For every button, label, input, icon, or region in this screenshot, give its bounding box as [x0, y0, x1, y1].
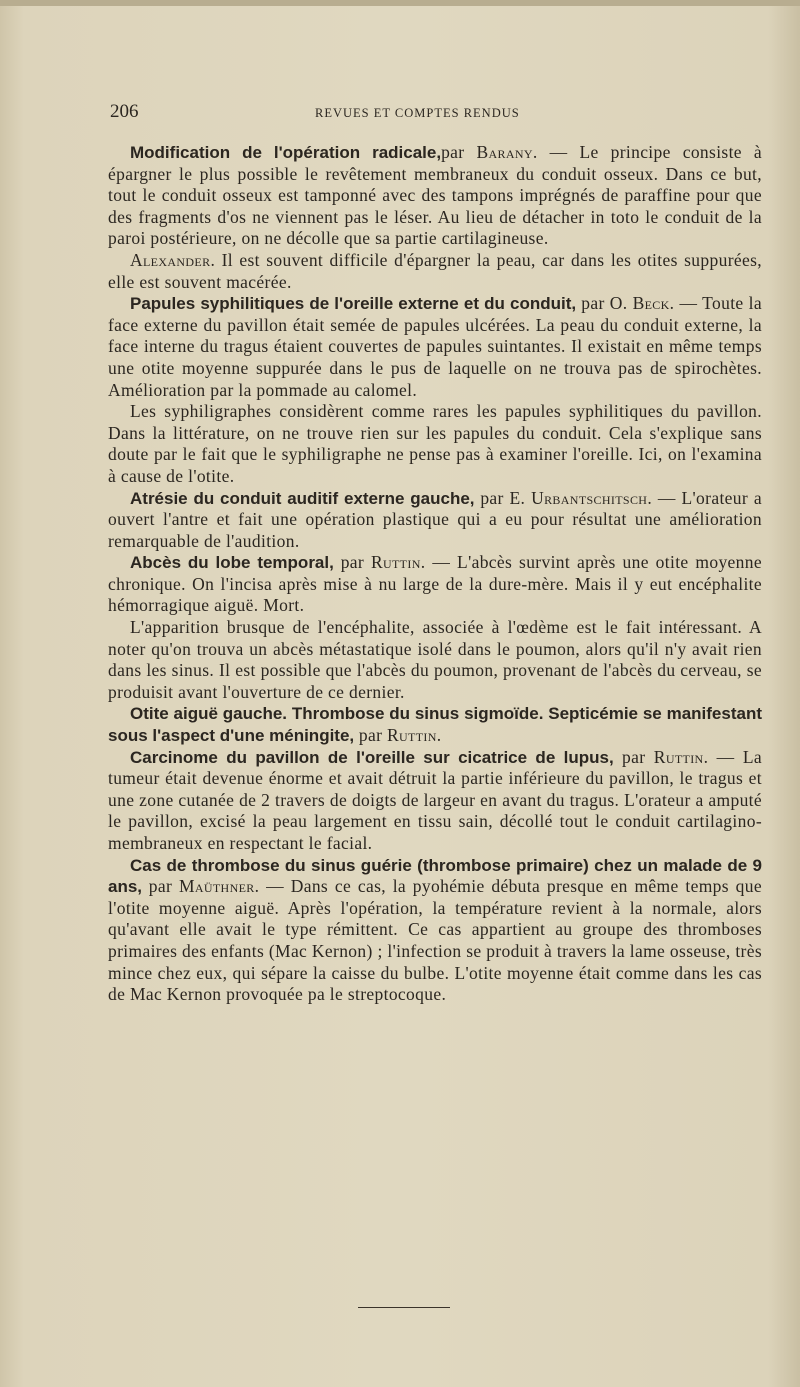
section-title: Carcinome du pavillon de l'oreille sur cicatrice de lupus, [130, 747, 614, 767]
paragraph-syphiligraphes [108, 401, 762, 487]
author-name: Alexander [130, 249, 211, 270]
paragraph-ruttin-carcinome: Carcinome du pavillon de l'oreille sur cicatrice de lupus, par Ruttin. — La tumeur était devenue énorme et avait détruit la partie inférieure du pavillon, le tragus et une zone cutanée de 2 travers de doigts de largeur en avant du tragus. L'orateur a amputé le pavillon, excisé la peau largement en tissu sain, décollé tout le conduit cartilagino-membraneux en respectant le facial. [108, 746, 762, 853]
running-title: REVUES ET COMPTES RENDUS [315, 106, 520, 120]
page-edge [0, 0, 800, 6]
paragraph-beck: Papules syphilitiques de l'oreille externe et du conduit, par O. Beck. — Toute la face externe du pavillon était semée de papules ulcérées. La peau du conduit externe, la face interne du tragus étaient couvertes de papules suintantes. Il existait en même temps une otite moyenne suppurée dans le pus de laquelle on ne trouva pas de spirochètes. Amélioration par la pommade au calomel. [108, 293, 762, 400]
paragraph-text: . — Dans ce cas, la pyohémie débuta presque en même temps que l'otite moyenne aiguë. Après l'opération, la température revient à la normale, alors qu'avant elle avait le type rémittent. Ce cas appartient au groupe des thromboses primaires des enfants (Mac Kernon) ; l'infection se produit à travers la lame osseuse, très mince chez eux, qui sépare la caisse du bulbe. L'otite moyenne était comme dans les cas de Mac Kernon provoquée pa le streptocoque. [108, 876, 762, 1005]
author-name: Maüthner [178, 876, 255, 897]
author-name: Beck [632, 293, 670, 314]
author-name: Barany [476, 142, 533, 162]
paragraph-text: . — Le principe consiste à épargner le plus possible le revêtement membraneux du conduit osseux. Dans ce but, tout le conduit osseux est tamponné avec des tampons imprégnés de paraffine pour que des fragments d'os ne viennent pas le léser. Au lieu de détacher in toto le conduit de la paroi postérieure, on ne décolle que sa partie cartilagineuse. [108, 142, 762, 249]
paragraph-text: . [436, 725, 442, 746]
section-title: Atrésie du conduit auditif externe gauche, [130, 488, 475, 508]
author-name: Urbantschitsch [531, 487, 648, 508]
paragraph-text: L'apparition brusque de l'encéphalite, associée à l'œdème est le fait intéressant. A noter qu'on trouva un abcès métastatique isolé dans le poumon, alors qu'il n'y avait rien dans les sinus. Il est possible que l'abcès du poumon, provenant de l'abcès du cerveau, se produisit avant l'ouverture de ce dernier. [108, 617, 762, 702]
paragraph-text: . — Toute la face externe du pavillon était semée de papules ulcérées. La peau du conduit externe, la face interne du tragus étaient couvertes de papules suintantes. Il existait en même temps une otite moyenne suppurée dans le pus de laquelle on ne trouva pas de spirochètes. Amélioration par la pommade au calomel. [108, 293, 762, 400]
paragraph-barany: Modification de l'opération radicale,par Barany. — Le principe consiste à épargner le plus possible le revêtement membraneux du conduit osseux. Dans ce but, tout le conduit osseux est tamponné avec des tampons imprégnés de paraffine pour que des fragments d'os ne viennent pas le léser. Au lieu de détacher in toto le conduit de la paroi postérieure, on ne décolle que sa partie cartilagineuse. [108, 142, 762, 249]
section-title: Cas de thrombose du sinus guérie (thrombose primaire) chez un malade de 9 ans, [108, 855, 762, 897]
author-name: Ruttin [387, 725, 437, 746]
end-rule [358, 1307, 450, 1308]
section-title: Modification de l'opération radicale, [130, 143, 442, 162]
author-name: Ruttin [653, 746, 704, 767]
section-title: Papules syphilitiques de l'oreille externe et du conduit, [130, 294, 577, 314]
paragraph-text: Les syphiligraphes considèrent comme rares les papules syphilitiques du pavillon. Dans la littérature, on ne trouve rien sur les papules du conduit. Cela s'explique sans doute par le fait que le syphiligraphe ne pense pas à examiner l'oreille. Ici, on l'examina à cause de l'otite. [108, 401, 762, 486]
paragraph-urbantschitsch: Atrésie du conduit auditif externe gauche, par E. Urbantschitsch. — L'orateur a ouvert l'antre et fait une opération plastique qui a eu pour résultat une amélioration remarquable de l'audition. [108, 487, 762, 551]
paragraph-encephalite [108, 617, 762, 703]
paragraph-ruttin-abces: Abcès du lobe temporal, par Ruttin. — L'abcès survint après une otite moyenne chronique. On l'incisa après mise à nu large de la dure-mère. Mais il y eut encéphalite hémorragique aiguë. Mort. [108, 552, 762, 616]
paragraph-text: . Il est souvent difficile d'épargner la peau, car dans les otites suppurées, elle est souvent macérée. [108, 249, 762, 292]
paragraph-ruttin-otite: Otite aiguë gauche. Thrombose du sinus sigmoïde. Septicémie se manifestant sous l'aspect d'une méningite, par Ruttin. [108, 704, 762, 746]
paragraph-mauthner: Cas de thrombose du sinus guérie (thrombose primaire) chez un malade de 9 ans, par Maüthner. — Dans ce cas, la pyohémie débuta presque en même temps que l'otite moyenne aiguë. Après l'opération, la température revient à la normale, alors qu'avant elle avait le type rémittent. Ce cas appartient au groupe des thromboses primaires des enfants (Mac Kernon) ; l'infection se produit à travers la lame osseuse, très mince chez eux, qui sépare la caisse du bulbe. L'otite moyenne était comme dans les cas de Mac Kernon provoquée pa le streptocoque. [108, 855, 762, 1005]
paragraph-text: . — La tumeur était devenue énorme et avait détruit la partie inférieure du pavillon, le tragus et une zone cutanée de 2 travers de doigts de largeur en avant du tragus. L'orateur a amputé le pavillon, excisé la peau largement en tissu sain, décollé tout le conduit cartilagino-membraneux en respectant le facial. [108, 746, 762, 853]
author-name: Ruttin [370, 552, 421, 573]
page-header [110, 101, 762, 125]
section-title: Abcès du lobe temporal, [130, 553, 334, 573]
paragraph-text: . — L'abcès survint après une otite moyenne chronique. On l'incisa après mise à nu large de la dure-mère. Mais il y eut encéphalite hémorragique aiguë. Mort. [108, 552, 762, 616]
paragraph-text: . — L'orateur a ouvert l'antre et fait une opération plastique qui a eu pour résultat une amélioration remarquable de l'audition. [108, 487, 762, 551]
section-title: Otite aiguë gauche. Thrombose du sinus sigmoïde. Septicémie se manifestant sous l'aspect d'une méningite, [108, 704, 762, 746]
paragraph-alexander [108, 250, 762, 293]
article-body [108, 142, 762, 1006]
page-number: 206 [110, 101, 139, 122]
